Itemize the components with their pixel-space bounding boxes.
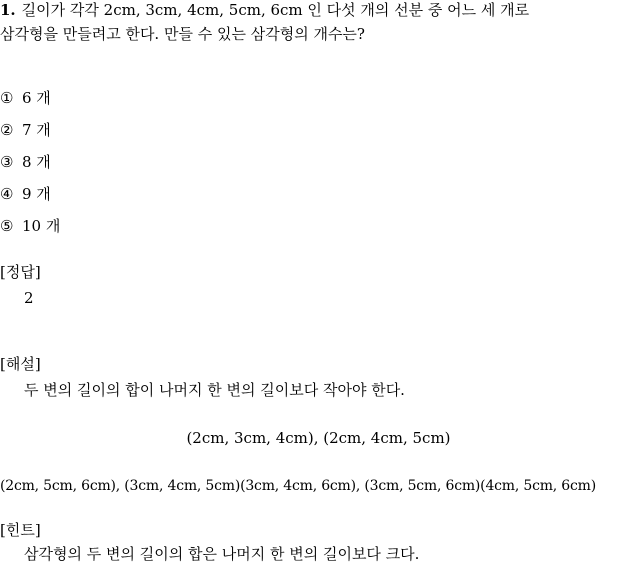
choice-5-text: 10 개: [22, 217, 61, 235]
choice-4-text: 9 개: [22, 185, 51, 203]
question-text-1: 길이가 각각 2cm, 3cm, 4cm, 5cm, 6cm 인 다섯 개의 선분 중 어느 세 개로: [21, 1, 530, 19]
choice-5[interactable]: [0, 216, 60, 236]
choice-2-text: 7 개: [22, 121, 51, 139]
choice-4-mark: ④: [0, 185, 14, 203]
explanation-label: [해설]: [0, 355, 41, 373]
explanation-set-2: (2cm, 5cm, 6cm), (3cm, 4cm, 5cm)(3cm, 4cm, 6cm), (3cm, 5cm, 6cm)(4cm, 5cm, 6cm): [0, 478, 596, 494]
choice-2-mark: ②: [0, 121, 14, 139]
choice-3-text: 8 개: [22, 153, 51, 171]
question-line-2: 삼각형을 만들려고 한다. 만들 수 있는 삼각형의 개수는?: [0, 25, 365, 43]
hint-text: 삼각형의 두 변의 길이의 합은 나머지 한 변의 길이보다 크다.: [24, 545, 420, 563]
choice-1-text: 6 개: [22, 89, 51, 107]
answer-label: [정답]: [0, 263, 41, 281]
choice-4[interactable]: [0, 184, 51, 204]
choice-1[interactable]: [0, 88, 51, 108]
choice-3[interactable]: [0, 152, 51, 172]
question-line-1: [0, 0, 529, 20]
choice-3-mark: ③: [0, 153, 14, 171]
choice-1-mark: ①: [0, 89, 14, 107]
choice-5-mark: ⑤: [0, 217, 14, 235]
explanation-text: 두 변의 길이의 합이 나머지 한 변의 길이보다 작아야 한다.: [24, 381, 405, 399]
explanation-set-1: (2cm, 3cm, 4cm), (2cm, 4cm, 5cm): [186, 429, 451, 447]
choice-2[interactable]: [0, 120, 51, 140]
hint-label: [힌트]: [0, 521, 41, 539]
question-number: 1.: [0, 1, 16, 19]
answer-value: 2: [24, 289, 34, 307]
